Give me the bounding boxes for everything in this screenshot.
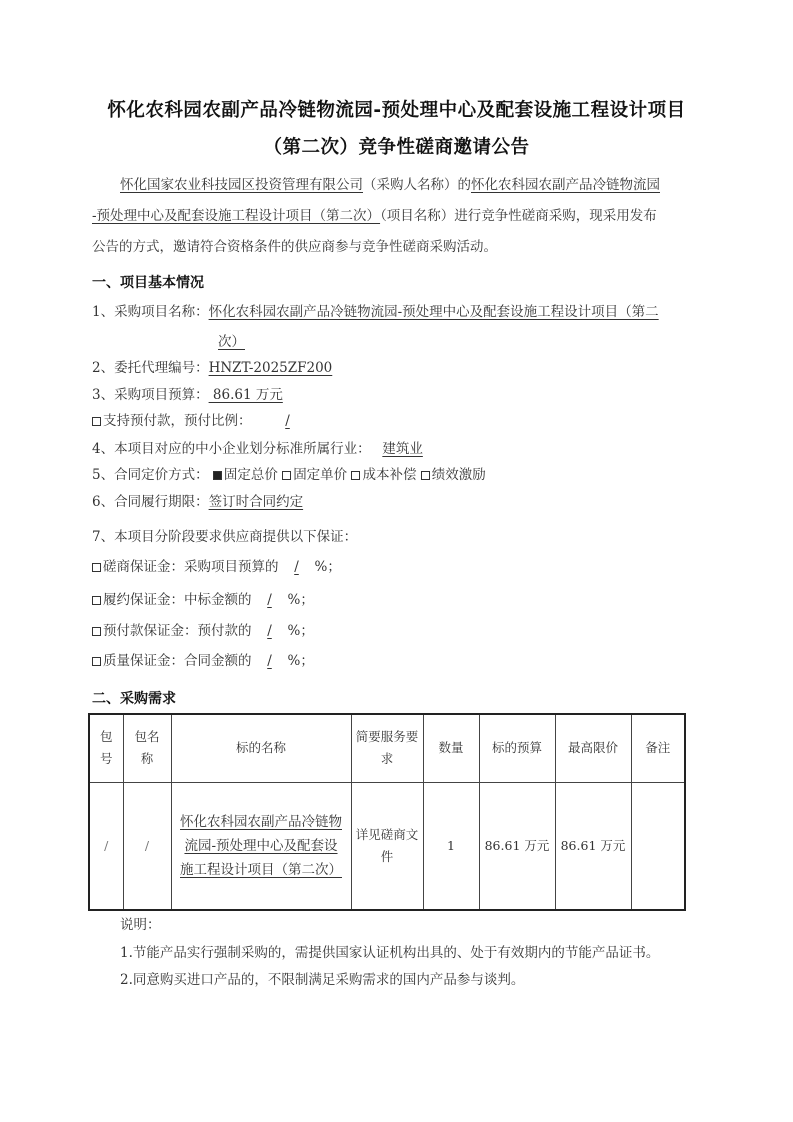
table-header-row: [89, 714, 685, 782]
prepay: [92, 412, 324, 430]
deposit-prepay: [92, 622, 314, 640]
item6: [92, 493, 303, 511]
item7: 7、本项目分阶段要求供应商提供以下保证：: [92, 529, 358, 545]
item1-value: 怀化农科园农副产品冷链物流园-预处理中心及配套设施工程设计项目（第二: [208, 304, 659, 320]
cell-bao-no: /: [89, 782, 123, 910]
header-bao-name: 包名 称: [123, 714, 171, 782]
item3: [92, 386, 283, 404]
header-max-price: 最高限价: [555, 714, 631, 782]
intro-line2: [92, 207, 657, 225]
deposit-bid-unit: %；: [314, 559, 341, 575]
deposit-quality-label: 质量保证金：合同金额的: [103, 653, 252, 669]
item2-label: 2、委托代理编号：: [92, 360, 209, 376]
deposit-performance-checkbox[interactable]: [92, 596, 101, 605]
cell-budget: 86.61 万元: [479, 782, 555, 910]
pricing-option-2: 固定单价: [293, 467, 348, 483]
cell-subject: 怀化农科园农副产品冷链物 流园-预处理中心及配套设 施工程设计项目（第二次）: [171, 782, 351, 910]
header-budget: 标的预算: [479, 714, 555, 782]
cell-max-price: 86.61 万元: [555, 782, 631, 910]
deposit-quality-checkbox[interactable]: [92, 657, 101, 666]
procurement-table: [88, 713, 686, 911]
deposit-prepay-checkbox[interactable]: [92, 627, 101, 636]
item2-value: HNZT-2025ZF200: [208, 360, 333, 376]
prepay-checkbox[interactable]: [92, 417, 101, 426]
header-qty: 数量: [423, 714, 479, 782]
item4-value: 建筑业: [382, 441, 423, 457]
deposit-quality-unit: %；: [287, 653, 314, 669]
deposit-performance-label: 履约保证金：中标金额的: [103, 592, 252, 608]
cell-remark: [631, 782, 685, 910]
item1-value-cont: 次）: [218, 334, 245, 350]
item5-label: 5、合同定价方式：: [92, 467, 209, 483]
doc-title-line2: （第二次）竞争性磋商邀请公告: [263, 137, 530, 158]
notes-label: 说明：: [120, 917, 161, 933]
deposit-bid-label: 磋商保证金：采购项目预算的: [103, 559, 279, 575]
item6-label: 6、合同履行期限：: [92, 494, 209, 510]
deposit-quality: [92, 652, 314, 670]
table-row: [89, 782, 685, 910]
pricing-option-4: 绩效激励: [431, 467, 486, 483]
pricing-option-3: 成本补偿: [362, 467, 417, 483]
purchaser-name: 怀化国家农业科技园区投资管理有限公司: [120, 177, 363, 193]
header-service: 简要服务要 求: [351, 714, 423, 782]
deposit-performance-unit: %；: [287, 592, 314, 608]
deposit-bid: [92, 558, 341, 576]
item1-label: 1、采购项目名称：: [92, 304, 209, 320]
pricing-fixed-unit-checkbox[interactable]: [282, 471, 291, 480]
cell-qty: 1: [423, 782, 479, 910]
pricing-option-1: 固定总价: [223, 467, 278, 483]
item6-value: 签订时合同约定: [208, 494, 304, 510]
item4: [92, 440, 435, 458]
prepay-value: /: [285, 413, 290, 429]
pricing-cost-comp-checkbox[interactable]: [351, 471, 360, 480]
project-name-part2: -预处理中心及配套设施工程设计项目（第二次）: [92, 208, 381, 224]
section1-heading: 一、项目基本情况: [92, 275, 204, 291]
intro-line3: 公告的方式，邀请符合资格条件的供应商参与竞争性磋商采购活动。: [92, 239, 497, 255]
pricing-performance-checkbox[interactable]: [421, 471, 430, 480]
note-1: 1.节能产品实行强制采购的，需提供国家认证机构出具的、处于有效期内的节能产品证书。: [120, 945, 660, 961]
item3-label: 3、采购项目预算：: [92, 387, 209, 403]
intro-line1: [120, 176, 660, 194]
deposit-performance: [92, 591, 314, 609]
cell-bao-name: /: [123, 782, 171, 910]
project-name-part1: 怀化农科园农副产品冷链物流园: [471, 177, 660, 193]
item1: [92, 303, 659, 321]
deposit-quality-value: /: [267, 653, 272, 669]
deposit-prepay-label: 预付款保证金：预付款的: [103, 623, 252, 639]
item4-label: 4、本项目对应的中小企业划分标准所属行业：: [92, 441, 371, 457]
purchaser-tag: （采购人名称）的: [363, 177, 471, 193]
item5: [92, 466, 486, 484]
pricing-fixed-total-checkbox[interactable]: [213, 471, 222, 480]
deposit-prepay-value: /: [267, 623, 272, 639]
item3-value: 86.61 万元: [208, 387, 283, 403]
section2-heading: 二、采购需求: [92, 691, 176, 707]
header-subject: 标的名称: [171, 714, 351, 782]
header-bao-no: 包 号: [89, 714, 123, 782]
prepay-label: 支持预付款，预付比例：: [103, 413, 252, 429]
project-tag: （项目名称）进行竞争性磋商采购，现采用发布: [380, 208, 657, 224]
item2: [92, 359, 332, 377]
header-remark: 备注: [631, 714, 685, 782]
cell-service: 详见磋商文 件: [351, 782, 423, 910]
note-2: 2.同意购买进口产品的，不限制满足采购需求的国内产品参与谈判。: [120, 972, 525, 988]
deposit-performance-value: /: [267, 592, 272, 608]
doc-title-line1: 怀化农科园农副产品冷链物流园-预处理中心及配套设施工程设计项目: [107, 100, 686, 121]
item1-cont: [218, 333, 245, 351]
deposit-prepay-unit: %；: [287, 623, 314, 639]
deposit-bid-value: /: [294, 559, 299, 575]
deposit-bid-checkbox[interactable]: [92, 563, 101, 572]
